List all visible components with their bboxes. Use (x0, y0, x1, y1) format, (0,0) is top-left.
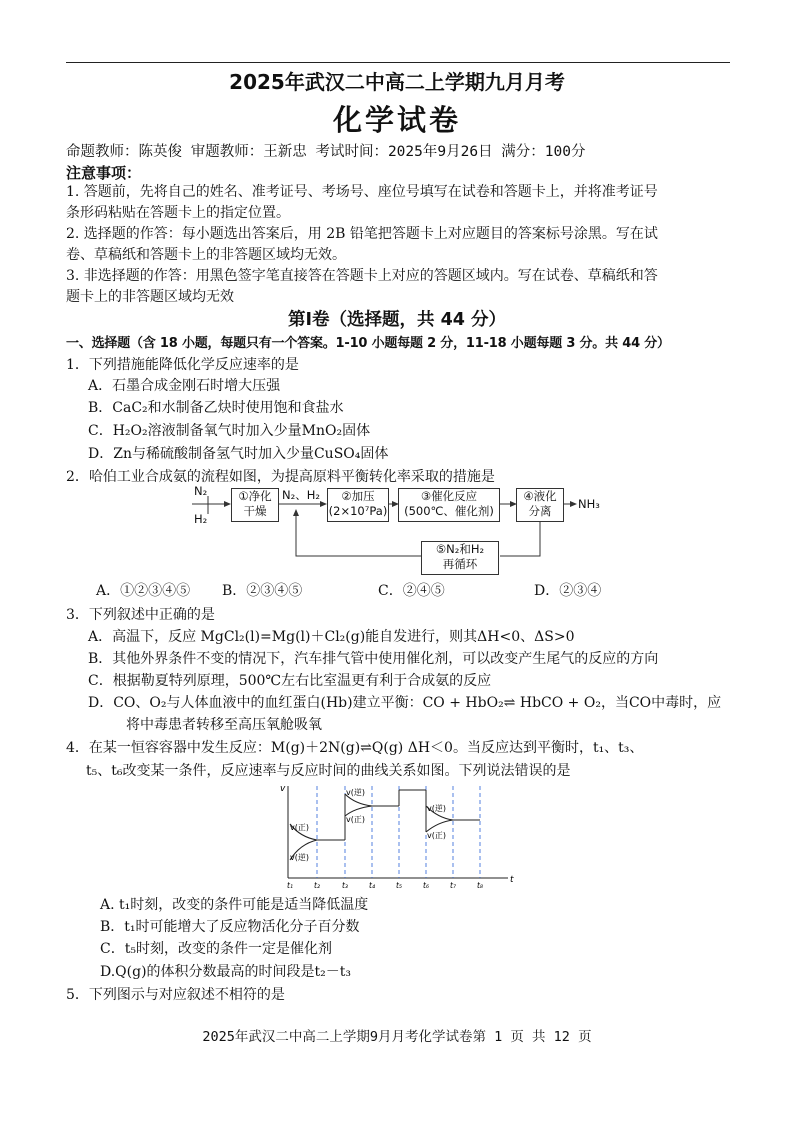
notice-line: 2. 选择题的作答：每小题选出答案后，用 2B 铅笔把答题卡上对应题目的答案标号涂黑。写在试 (66, 226, 658, 242)
tick-label: t₇ (450, 881, 456, 890)
subject-title: 化学试卷 (332, 103, 461, 137)
notice-line: 3. 非选择题的作答：用黑色签字笔直接答在答题卡上对应的答题区域内。写在试卷、草稿纸和答 (66, 268, 658, 284)
tick-label: t₃ (342, 881, 348, 890)
q3-stem: 3．下列叙述中正确的是 (66, 607, 215, 623)
q2-option-c: C．②④⑤ (378, 583, 445, 599)
q2-option-b: B．②③④⑤ (222, 583, 303, 599)
notice-line: 条形码粘贴在答题卡上的指定位置。 (66, 205, 290, 221)
tick-label: t₆ (423, 881, 429, 890)
tick-label: t₄ (369, 881, 375, 890)
notice-line: 题卡上的非答题区域均无效 (66, 289, 234, 305)
q2-option-d: D．②③④ (534, 583, 602, 599)
curve-label-forward: v(正) (290, 823, 309, 832)
q2-option-a: A．①②③④⑤ (96, 583, 191, 599)
tick-label: t₁ (287, 881, 293, 890)
q4-option-b: B．t₁时可能增大了反应物活化分子百分数 (100, 919, 360, 935)
section-instruction: 一、选择题（含 18 小题，每题只有一个答案。1-10 小题每题 2 分，11-18 小题每题 3 分。共 44 分） (66, 336, 670, 351)
notice-heading: 注意事项： (66, 164, 142, 182)
mid-label: N₂、H₂ (282, 488, 320, 502)
notice-line: 卷、草稿纸和答题卡上的非答题区域均无效。 (66, 247, 346, 263)
flow-box-1: ①净化 干燥 (231, 488, 279, 522)
q2-stem: 2．哈伯工业合成氨的流程如图，为提高原料平衡转化率采取的措施是 (66, 469, 495, 485)
q3-option-d-cont: 将中毒患者转移至高压氧舱吸氧 (126, 717, 322, 733)
curve-label-reverse: v(逆) (346, 788, 365, 797)
exam-title: 2025年武汉二中高二上学期九月月考 (229, 70, 565, 94)
section-title: 第Ⅰ卷（选择题，共 44 分） (287, 310, 507, 330)
curve-label-forward: v(正) (346, 815, 365, 824)
curve-label-reverse: v(逆) (427, 804, 446, 813)
page-footer: 2025年武汉二中高二上学期9月月考化学试卷第 1 页 共 12 页 (202, 1029, 592, 1045)
tick-label: t₈ (477, 881, 483, 890)
flow-box-4: ④液化 分离 (516, 488, 564, 522)
arrow (500, 522, 540, 556)
q3-option-c: C．根据勒夏特列原理，500℃左右比室温更有利于合成氨的反应 (88, 673, 492, 689)
input-n2: N₂ (194, 484, 208, 498)
q4-stem: 4．在某一恒容容器中发生反应：M(g)＋2N(g)⇌Q(g) ΔH＜0。当反应达到平衡时，t₁、t₃、 (66, 740, 644, 756)
x-axis-label: t (510, 875, 514, 885)
notice-line: 1. 答题前，先将自己的姓名、准考证号、考场号、座位号填写在试卷和答题卡上，并将准考证号 (66, 184, 658, 200)
flow-box-3: ③催化反应 (500℃、催化剂) (398, 488, 500, 522)
q4-option-c: C．t₅时刻，改变的条件一定是催化剂 (100, 941, 332, 957)
q1-option-a: A．石墨合成金刚石时增大压强 (88, 378, 281, 394)
q1-option-c: C．H₂O₂溶液制备氧气时加入少量MnO₂固体 (88, 423, 371, 439)
curve-label-forward: v(正) (427, 831, 446, 840)
product-nh3: NH₃ (578, 497, 600, 511)
q4-option-d: D.Q(g)的体积分数最高的时间段是t₂－t₃ (100, 964, 352, 980)
header-rule (66, 62, 730, 63)
q1-option-d: D．Zn与稀硫酸制备氢气时加入少量CuSO₄固体 (88, 446, 389, 462)
q4-stem-cont: t₅、t₆改变某一条件，反应速率与反应时间的曲线关系如图。下列说法错误的是 (86, 763, 571, 779)
q1-stem: 1．下列措施能降低化学反应速率的是 (66, 357, 299, 373)
q3-option-b: B．其他外界条件不变的情况下，汽车排气管中使用催化剂，可以改变产生尾气的反应的方向 (88, 651, 659, 667)
q1-option-b: B．CaC₂和水制备乙炔时使用饱和食盐水 (88, 400, 344, 416)
q4-rate-graph (280, 782, 520, 890)
exam-meta: 命题教师：陈英俊 审题教师：王新忠 考试时间：2025年9月26日 满分：100分 (66, 144, 586, 160)
input-h2: H₂ (194, 512, 208, 526)
curve-label-reverse: v(逆) (290, 853, 309, 862)
flow-box-2: ②加压 (2×10⁷Pa) (327, 488, 389, 522)
flow-box-5: ⑤N₂和H₂ 再循环 (421, 541, 499, 575)
tick-label: t₂ (314, 881, 320, 890)
tick-label: t₅ (396, 881, 402, 890)
q4-option-a: A. t₁时刻，改变的条件可能是适当降低温度 (100, 897, 369, 913)
y-axis-label: v (280, 784, 286, 794)
q5-stem: 5．下列图示与对应叙述不相符的是 (66, 987, 285, 1003)
q3-option-d: D．CO、O₂与人体血液中的血红蛋白(Hb)建立平衡：CO + HbO₂⇌ HbCO + O₂，当CO中毒时，应 (88, 695, 722, 711)
q3-option-a: A．高温下，反应 MgCl₂(l)=Mg(l)＋Cl₂(g)能自发进行，则其ΔH<0、ΔS>0 (88, 629, 575, 645)
